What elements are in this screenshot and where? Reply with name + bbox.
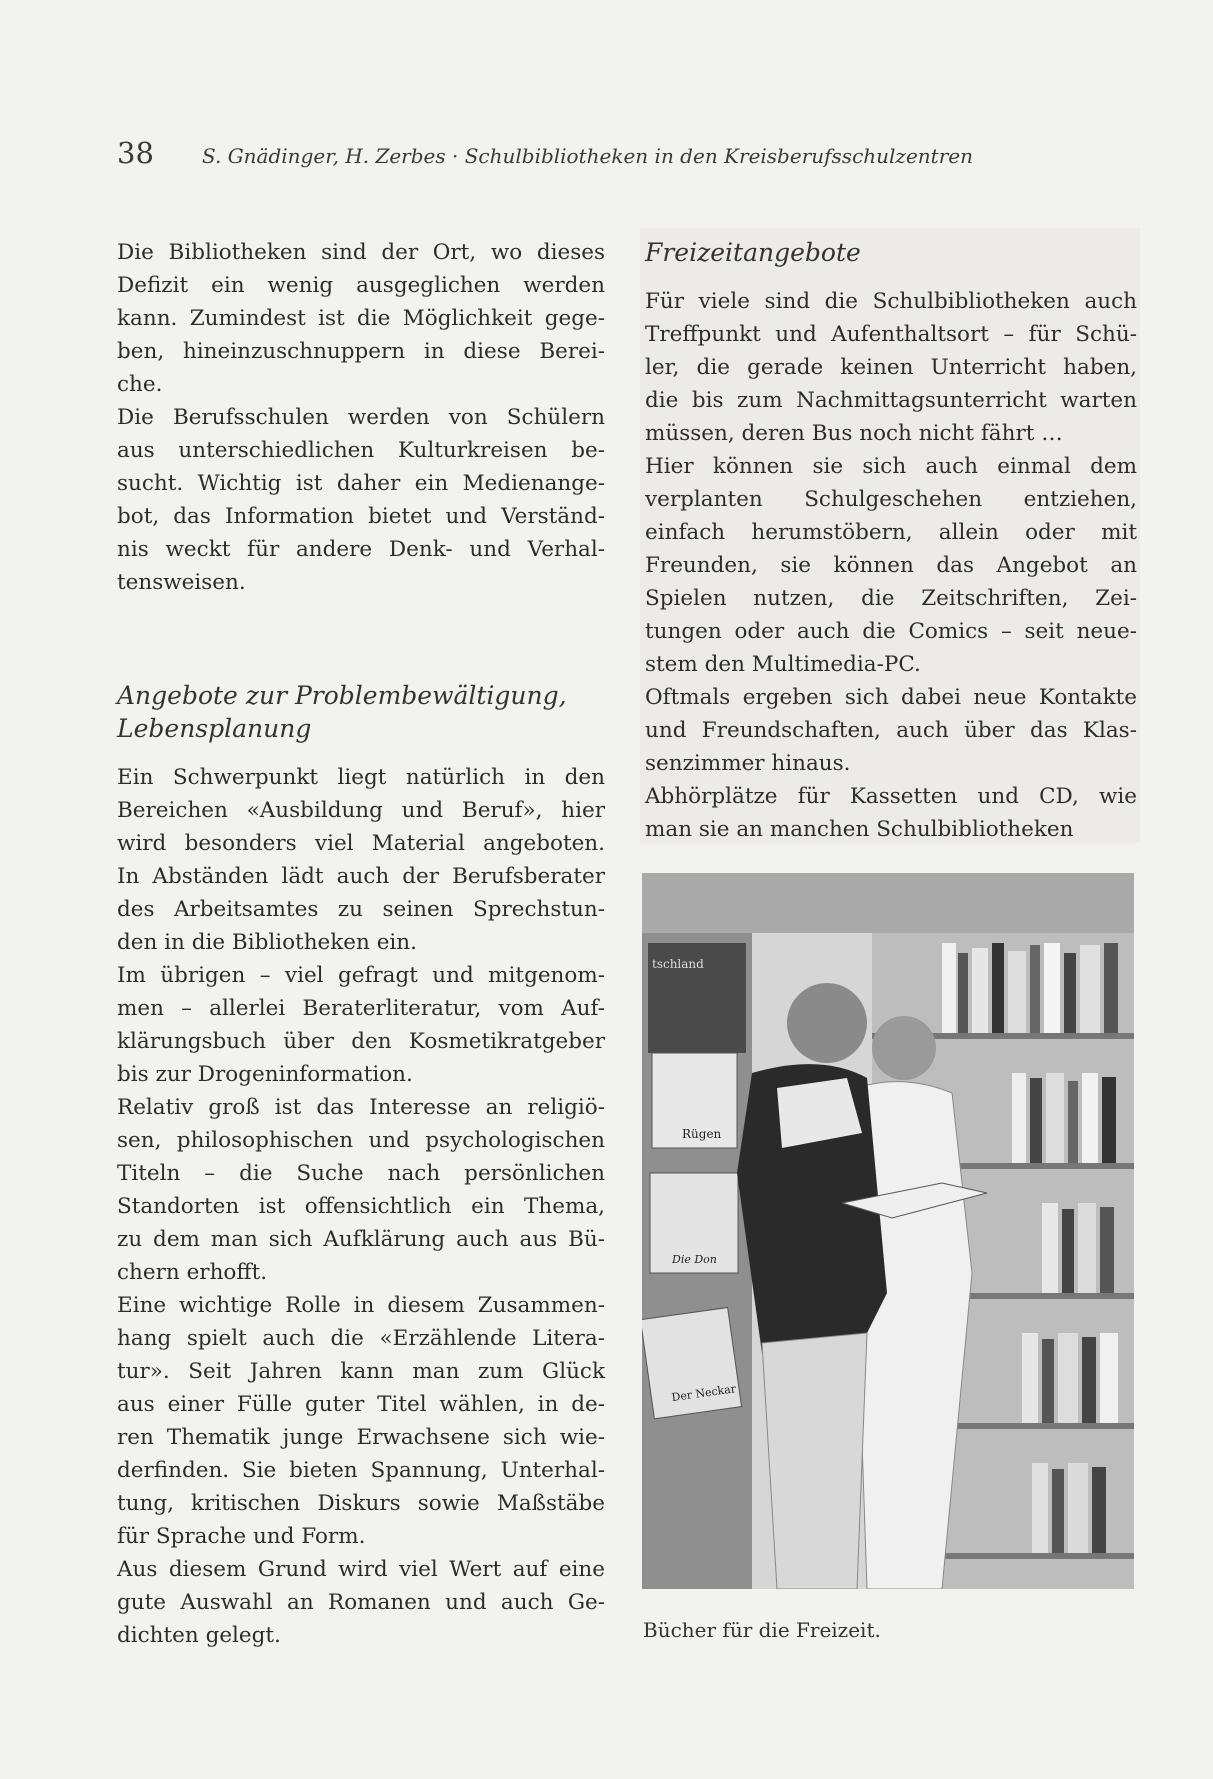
section-heading-freizeitangebote: Freizeitangebote (645, 238, 861, 267)
text-line: Eine wichtige Rolle in diesem Zusammen- (117, 1293, 605, 1318)
text-line: tungen oder auch die Comics – seit neue- (645, 619, 1137, 644)
text-line: kann. Zumindest ist die Möglichkeit gege- (117, 306, 605, 331)
text-line: zu dem man sich Aufklärung auch aus Bü- (117, 1227, 605, 1252)
text-line: Aus diesem Grund wird viel Wert auf eine (117, 1557, 605, 1582)
book-cover (642, 1308, 742, 1419)
text-line: tur». Seit Jahren kann man zum Glück (117, 1359, 605, 1384)
paragraph-schwerpunkt (117, 761, 605, 959)
paragraph-interesse (117, 1091, 605, 1289)
text-line: tensweisen. (117, 570, 246, 595)
right-column (645, 236, 1137, 846)
text-line: Abhörplätze für Kassetten und CD, wie (645, 784, 1137, 809)
text-line: Für viele sind die Schulbibliotheken auch (645, 289, 1137, 314)
text-line: des Arbeitsamtes zu seinen Sprechstun- (117, 897, 605, 922)
section-heading-problembewaeltigung (117, 679, 605, 745)
text-line: Oftmals ergeben sich dabei neue Kontakte (645, 685, 1137, 710)
text-line: Im übrigen – viel gefragt und mitgenom- (117, 963, 605, 988)
text-line: Die Bibliotheken sind der Ort, wo dieses (117, 240, 605, 265)
photo-caption: Bücher für die Freizeit. (643, 1618, 881, 1642)
text-line: In Abständen lädt auch der Berufsberater (117, 864, 605, 889)
running-title: S. Gnädinger, H. Zerbes · Schulbibliotheken in den Kreisberufsschulzentren (202, 144, 973, 168)
text-line: verplanten Schulgeschehen entziehen, (645, 487, 1137, 512)
text-line: Standorten ist offensichtlich ein Thema, (117, 1194, 605, 1219)
text-line: den in die Bibliotheken ein. (117, 930, 417, 955)
text-line: gute Auswahl an Romanen und auch Ge- (117, 1590, 605, 1615)
photo-illustration (642, 873, 1134, 1589)
text-line: aus unterschiedlichen Kulturkreisen be- (117, 438, 605, 463)
heading-line: Lebensplanung (117, 714, 312, 743)
text-line: bot, das Information bietet und Verständ- (117, 504, 605, 529)
text-line: Relativ groß ist das Interesse an religiö- (117, 1095, 605, 1120)
paragraph-uebrigen (117, 959, 605, 1091)
text-line: ler, die gerade keinen Unterricht haben, (645, 355, 1137, 380)
library-photo (642, 873, 1134, 1589)
text-line: sen, philosophischen und psychologischen (117, 1128, 605, 1153)
poster-label: tschland (652, 957, 704, 971)
paragraph-romane (117, 1553, 605, 1652)
text-line: Treffpunkt und Aufenthaltsort – für Schü- (645, 322, 1137, 347)
text-line: bis zur Drogeninformation. (117, 1062, 413, 1087)
paragraph-defizit (117, 236, 605, 401)
text-line: einfach herumstöbern, allein oder mit (645, 520, 1137, 545)
text-line: tung, kritischen Diskurs sowie Maßstäbe (117, 1491, 605, 1516)
text-line: man sie an manchen Schulbibliotheken (645, 817, 1074, 842)
paragraph-treffpunkt (645, 285, 1137, 450)
text-line: Die Berufsschulen werden von Schülern (117, 405, 605, 430)
text-line: aus einer Fülle guter Titel wählen, in de- (117, 1392, 605, 1417)
text-line: senzimmer hinaus. (645, 751, 851, 776)
text-line: und Freundschaften, auch über das Klas- (645, 718, 1137, 743)
text-line: Freunden, sie können das Angebot an (645, 553, 1137, 578)
text-line: ren Thematik junge Erwachsene sich wie- (117, 1425, 605, 1450)
paragraph-berufsschulen (117, 401, 605, 599)
heading-line: Angebote zur Problembewältigung, (117, 681, 567, 710)
text-line: wird besonders viel Material angeboten. (117, 831, 605, 856)
text-line: für Sprache und Form. (117, 1524, 366, 1549)
text-line: men – allerlei Beraterliteratur, vom Auf- (117, 996, 605, 1021)
text-line: nis weckt für andere Denk- und Verhal- (117, 537, 605, 562)
text-line: Titeln – die Suche nach persönlichen (117, 1161, 605, 1186)
paragraph-literatur (117, 1289, 605, 1553)
paragraph-abhoerplaetze (645, 780, 1137, 846)
text-line: dichten gelegt. (117, 1623, 281, 1648)
book-cover-label: Rügen (682, 1127, 722, 1141)
running-header (117, 136, 1017, 176)
text-line: stem den Multimedia-PC. (645, 652, 921, 677)
text-line: Hier können sie sich auch einmal dem (645, 454, 1137, 479)
text-line: Ein Schwerpunkt liegt natürlich in den (117, 765, 605, 790)
paragraph-herumstoebern (645, 450, 1137, 681)
text-line: sucht. Wichtig ist daher ein Medienange- (117, 471, 605, 496)
text-line: hang spielt auch die «Erzählende Litera- (117, 1326, 605, 1351)
paragraph-kontakte (645, 681, 1137, 780)
text-line: Defizit ein wenig ausgeglichen werden (117, 273, 605, 298)
text-line: müssen, deren Bus noch nicht fährt … (645, 421, 1063, 446)
left-column (117, 236, 605, 1652)
text-line: chern erhofft. (117, 1260, 268, 1285)
book-cover-label: Der Neckar (670, 1382, 737, 1405)
text-line: Spielen nutzen, die Zeitschriften, Zei- (645, 586, 1137, 611)
text-line: ben, hineinzuschnuppern in diese Berei- (117, 339, 605, 364)
book-cover-label: Die Don (672, 1253, 717, 1266)
text-line: klärungsbuch über den Kosmetikratgeber (117, 1029, 605, 1054)
text-line: die bis zum Nachmittagsunterricht warten (645, 388, 1137, 413)
text-line: derfinden. Sie bieten Spannung, Unterhal- (117, 1458, 605, 1483)
text-line: Bereichen «Ausbildung und Beruf», hier (117, 798, 605, 823)
text-line: che. (117, 372, 163, 397)
page-number: 38 (117, 136, 154, 170)
